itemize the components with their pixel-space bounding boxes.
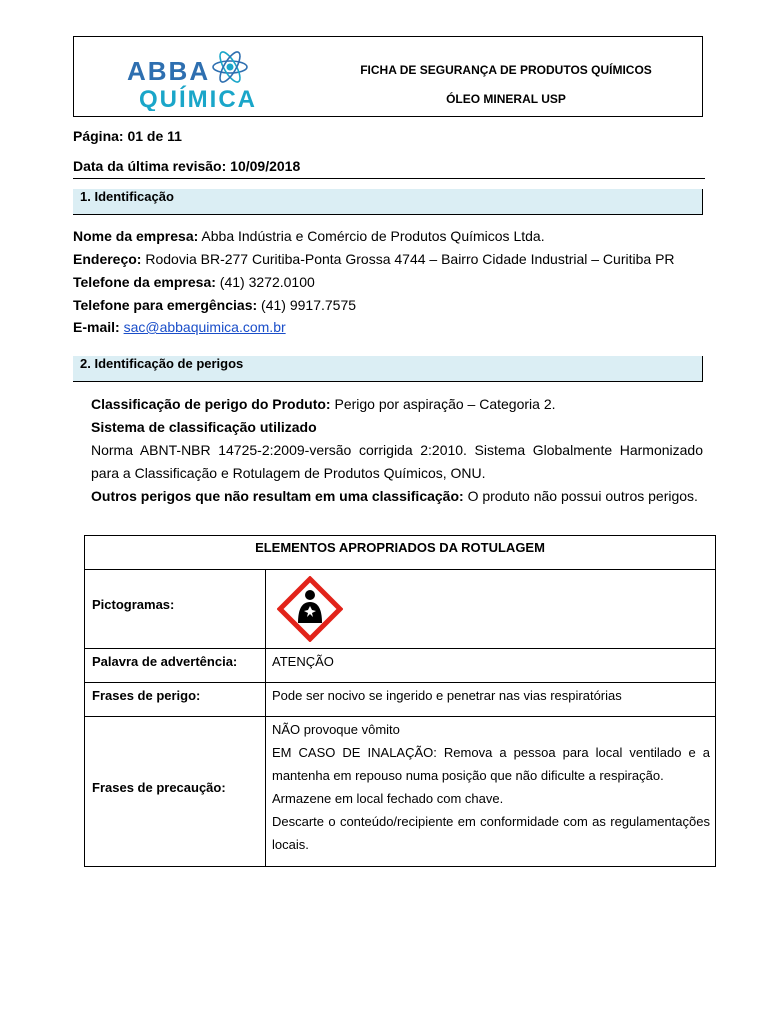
logo-text-top: ABBA xyxy=(127,56,211,86)
table-heading: ELEMENTOS APROPRIADOS DA ROTULAGEM xyxy=(255,540,545,555)
labelling-elements-table xyxy=(84,535,716,867)
table-divider xyxy=(85,716,715,717)
precaution-line: NÃO provoque vômito xyxy=(272,722,400,737)
classification-label: Classificação de perigo do Produto: xyxy=(91,396,331,412)
classification-system-text: Norma ABNT-NBR 14725-2:2009-versão corrigida 2:2010. Sistema Globalmente Harmonizado para a Classificação e Rotulagem de Produtos Químicos, ONU. xyxy=(91,442,703,481)
classification-system-label: Sistema de classificação utilizado xyxy=(91,419,317,435)
email-line xyxy=(73,319,286,335)
precaution-line: EM CASO DE INALAÇÃO: Remova a pessoa para local ventilado e a mantenha em repouso numa posição que não dificulte a respiração. xyxy=(272,745,710,783)
section-2-heading: 2. Identificação de perigos xyxy=(73,356,703,382)
other-hazards-label: Outros perigos que não resultam em uma classificação: xyxy=(91,488,464,504)
product-name: ÓLEO MINERAL USP xyxy=(446,92,566,106)
revision-date: Data da última revisão: 10/09/2018 xyxy=(73,158,301,174)
company-logo xyxy=(124,45,314,111)
health-hazard-icon xyxy=(277,576,343,642)
classification-line xyxy=(91,393,703,416)
address-label: Endereço: xyxy=(73,251,142,267)
email-label: E-mail: xyxy=(73,319,120,335)
classification-value: Perigo por aspiração – Categoria 2. xyxy=(334,396,556,412)
address-value: Rodovia BR-277 Curitiba-Ponta Grossa 4744 – Bairro Cidade Industrial – Curitiba PR xyxy=(145,251,675,267)
sheet-title: FICHA DE SEGURANÇA DE PRODUTOS QUÍMICOS xyxy=(360,63,652,77)
precaution-line: Armazene em local fechado com chave. xyxy=(272,791,504,806)
precaution-line: Descarte o conteúdo/recipiente em conformidade com as regulamentações locais. xyxy=(272,814,710,852)
section-1-heading: 1. Identificação xyxy=(73,189,703,215)
precautionary-statements-list xyxy=(272,718,710,856)
pictograms-label: Pictogramas: xyxy=(92,597,175,612)
email-link[interactable]: sac@abbaquimica.com.br xyxy=(123,319,286,335)
phone-line xyxy=(73,274,315,290)
table-divider xyxy=(85,682,715,683)
phone-label: Telefone da empresa: xyxy=(73,274,216,290)
logo-text-bottom: QUÍMICA xyxy=(139,86,257,111)
emergency-phone-line xyxy=(73,297,356,313)
divider xyxy=(73,178,705,179)
page-number: Página: 01 de 11 xyxy=(73,128,182,144)
signal-word-value: ATENÇÃO xyxy=(272,654,334,669)
company-value: Abba Indústria e Comércio de Produtos Químicos Ltda. xyxy=(201,228,545,244)
table-divider xyxy=(85,648,715,649)
signal-word-label: Palavra de advertência: xyxy=(92,654,238,669)
other-hazards-paragraph xyxy=(91,485,703,508)
hazard-statements-label: Frases de perigo: xyxy=(92,688,201,703)
other-hazards-value: O produto não possui outros perigos. xyxy=(467,488,698,504)
company-name-line xyxy=(73,228,545,244)
precautionary-statements-label: Frases de precaução: xyxy=(92,780,226,795)
address-line xyxy=(73,251,675,267)
hazard-statements-value: Pode ser nocivo se ingerido e penetrar nas vias respiratórias xyxy=(272,688,622,703)
table-column-divider xyxy=(265,569,266,866)
table-divider xyxy=(85,569,715,570)
company-label: Nome da empresa: xyxy=(73,228,199,244)
phone-value: (41) 3272.0100 xyxy=(219,274,315,290)
document-header xyxy=(73,36,703,117)
emergency-value: (41) 9917.7575 xyxy=(261,297,357,313)
atom-icon xyxy=(213,49,247,84)
emergency-label: Telefone para emergências: xyxy=(73,297,258,313)
